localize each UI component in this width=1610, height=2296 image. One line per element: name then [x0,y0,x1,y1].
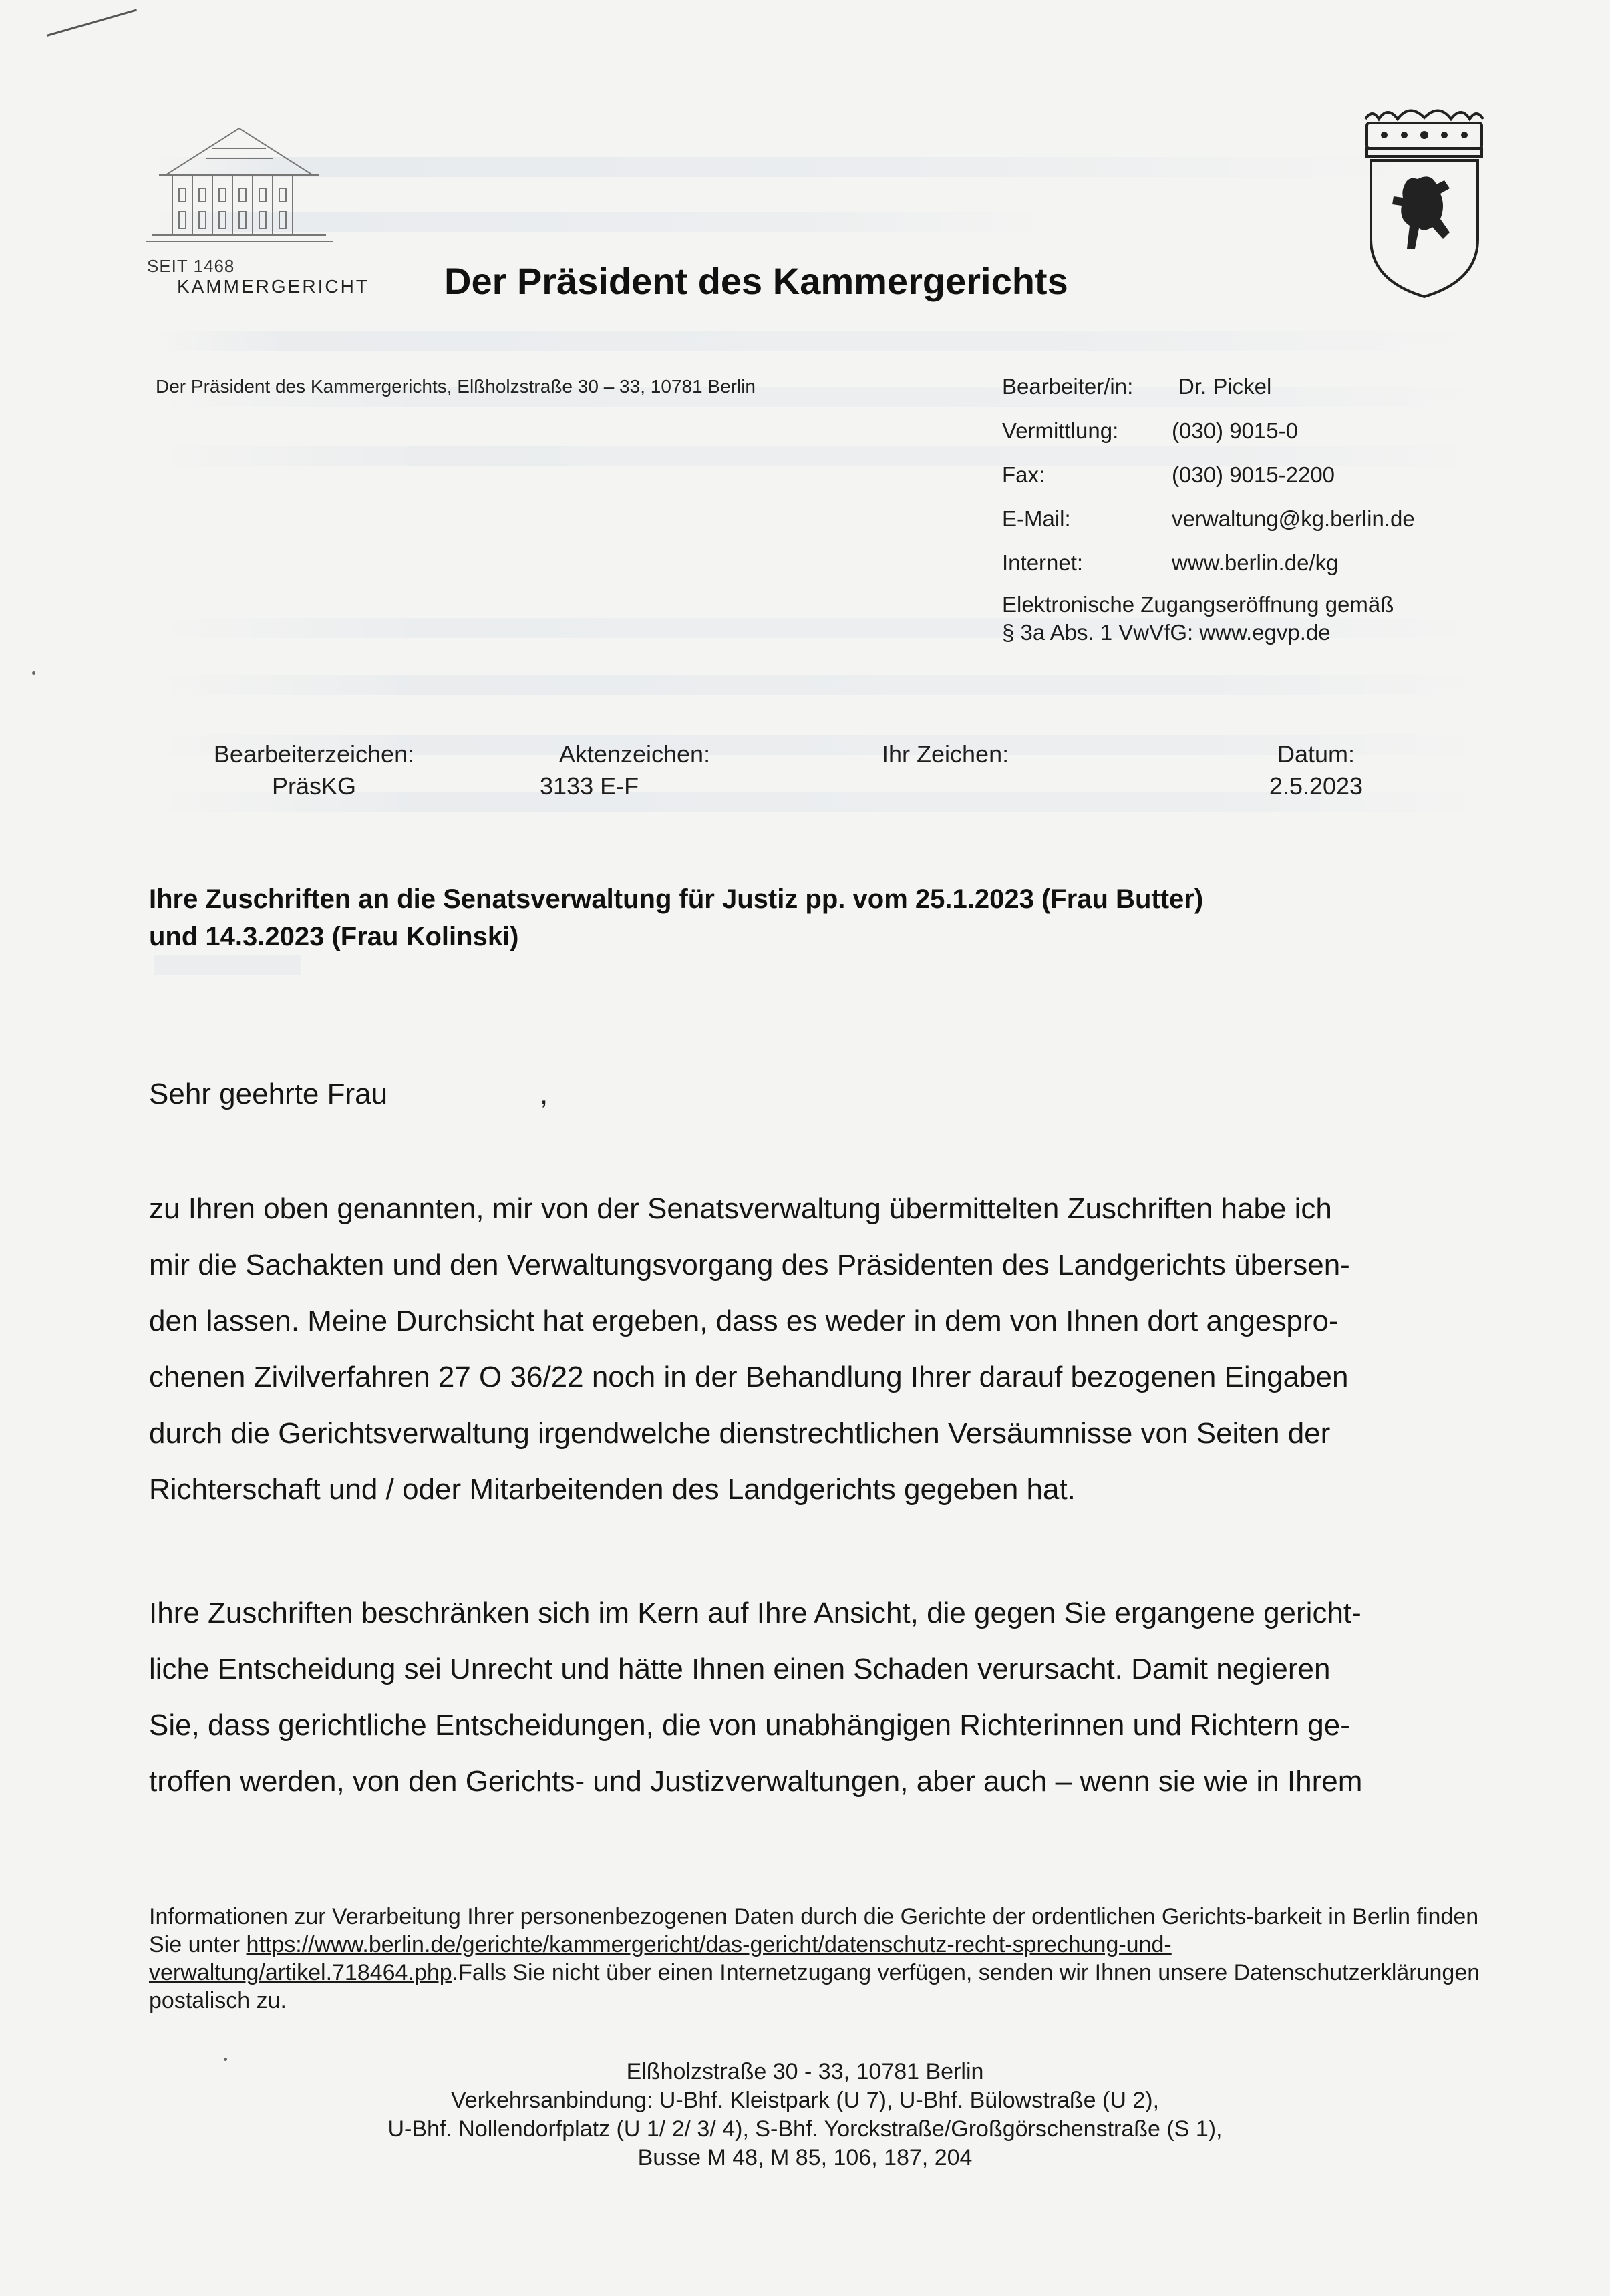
subject-line: und 14.3.2023 (Frau Kolinski) [149,922,519,951]
logo-since-text: SEIT 1468 [147,256,235,276]
salutation-comma: , [540,1078,548,1110]
contact-value: (030) 9015-0 [1172,418,1298,443]
reference-clerk-code [194,740,434,800]
court-building-logo [146,122,333,245]
footer-address-line: U-Bhf. Nollendorfplatz (U 1/ 2/ 3/ 4), S-Bhf. Yorckstraße/Großgörschenstraße (S 1), [387,2116,1223,2142]
reference-value: 2.5.2023 [1269,772,1363,800]
body-line: durch die Gerichtsverwaltung irgendwelche dienstrechtlichen Versäumnisse von Seiten der [149,1417,1331,1450]
privacy-notice [149,1903,1512,2015]
electronic-access-line: Elektronische Zugangseröffnung gemäß [1002,592,1394,617]
footer-address-line: Verkehrsanbindung: U-Bhf. Kleistpark (U 7), U-Bhf. Bülowstraße (U 2), [450,2088,1160,2113]
body-line: den lassen. Meine Durchsicht hat ergeben, dass es weder in dem von Ihnen dort angespro- [149,1305,1339,1337]
reference-label: Aktenzeichen: [558,740,711,768]
body-line: Richterschaft und / oder Mitarbeitenden des Landgerichts gegeben hat. [149,1473,1076,1506]
footer-address-line: Busse M 48, M 85, 106, 187, 204 [637,2145,973,2170]
salutation: Sehr geehrte Frau [149,1078,388,1110]
contact-value: www.berlin.de/kg [1172,550,1339,575]
privacy-text: .Falls Sie nicht über einen Internetzugang verfügen, senden wir Ihnen unsere Datenschutzerklärungen postalisch zu. [149,1960,1480,2013]
contact-value: Dr. Pickel [1178,374,1272,399]
contact-value: (030) 9015-2200 [1172,462,1335,487]
contact-label: Bearbeiter/in: [1002,374,1134,399]
return-address-line: Der Präsident des Kammergerichts, Elßholzstraße 30 – 33, 10781 Berlin [156,376,756,397]
electronic-access-line: § 3a Abs. 1 VwVfG: www.egvp.de [1002,620,1331,645]
body-line: Sie, dass gerichtliche Entscheidungen, die von unabhängigen Richterinnen und Richtern ge- [149,1709,1350,1742]
reference-value: PräsKG [271,772,357,800]
logo-court-wordmark: KAMMERGERICHT [177,276,369,297]
reference-label: Bearbeiterzeichen: [213,740,415,768]
contact-value: verwaltung@kg.berlin.de [1172,506,1415,531]
reference-value: 3133 E-F [540,772,639,800]
reference-your-sign [882,740,1042,772]
body-line: liche Entscheidung sei Unrecht und hätte Ihnen einen Schaden verursacht. Damit negieren [149,1653,1331,1685]
reference-label: Datum: [1277,740,1355,768]
letter-subject [149,880,1518,955]
subject-line: Ihre Zuschriften an die Senatsverwaltung für Justiz pp. vom 25.1.2023 (Frau Butter) [149,884,1204,914]
footer-address-line: Elßholzstraße 30 - 33, 10781 Berlin [626,2059,984,2084]
contact-label: Fax: [1002,462,1045,487]
privacy-text: Informationen zur Verarbeitung Ihrer personenbezogenen Daten durch die Gerichte der ordentlichen Gerichts-barkeit in Berlin finden Sie unter [149,1904,1479,1957]
body-line: troffen werden, von den Gerichts- und Justizverwaltungen, aber auch – wenn sie wie in Ihrem [149,1765,1363,1798]
body-line: chenen Zivilverfahren 27 O 36/22 noch in der Behandlung Ihrer darauf bezogenen Eingaben [149,1361,1349,1393]
contact-label: Vermittlung: [1002,418,1119,443]
body-line: Ihre Zuschriften beschränken sich im Kern auf Ihre Ansicht, die gegen Sie ergangene gericht- [149,1597,1361,1629]
privacy-link[interactable]: https://www.berlin.de/gerichte/kammergericht/das-gericht/datenschutz-recht-sprechung-und-verwaltung/artikel.718464.php [149,1932,1172,1985]
contact-label: Internet: [1002,550,1084,575]
contact-block [1002,374,1483,655]
body-line: mir die Sachakten und den Verwaltungsvorgang des Präsidenten des Landgerichts übersen- [149,1249,1350,1281]
punch-dot [32,671,35,675]
body-line: zu Ihren oben genannten, mir von der Senatsverwaltung übermittelten Zuschriften habe ich [149,1192,1332,1225]
reference-label: Ihr Zeichen: [882,740,1009,768]
punch-dot [224,2058,227,2061]
reference-date [1243,740,1390,800]
contact-label: E-Mail: [1002,506,1071,531]
footer-address-block [0,2058,1610,2172]
letterhead-title: Der Präsident des Kammergerichts [444,260,1068,302]
berlin-coat-of-arms-icon [1357,106,1491,299]
reference-file-number [528,740,742,800]
